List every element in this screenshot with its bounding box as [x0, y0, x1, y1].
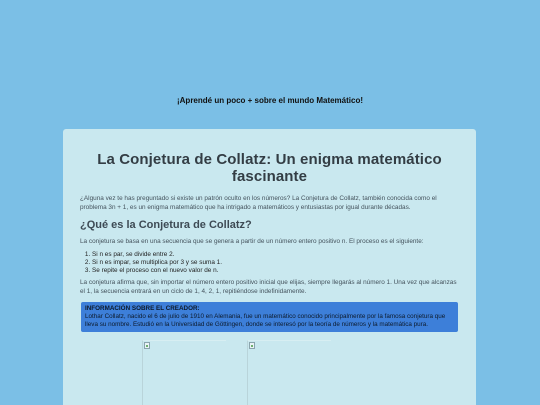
claim-paragraph: La conjetura afirma que, sin importar el número entero positivo inicial que elijas, siempre llegarás al número 1. Una vez que alcanzas el 1, la secuencia entrará en un ciclo de 1, 4, 2, 1, repitiéndose indefinidamente. — [80, 279, 457, 295]
steps-list — [80, 251, 459, 276]
list-item: 3. Se repite el proceso con el nuevo valor de n. — [92, 267, 459, 275]
info-text: Lothar Collatz, nacido el 6 de julio de 1910 en Alemania, fue un matemático conocido principalmente por la famosa conjetura que lleva su nombre. Estudió en la Universidad de Göttingen, donde se interesó por la teoría de números y la matemática pura. — [85, 312, 446, 329]
section-paragraph: La conjetura se basa en una secuencia que se genera a partir de un número entero positivo n. El proceso es el siguiente: — [80, 238, 424, 246]
list-item: 1. Si n es par, se divide entre 2. — [92, 251, 459, 259]
broken-image-icon — [144, 342, 150, 349]
broken-image — [142, 340, 226, 405]
list-item: 2. Si n es impar, se multiplica por 3 y se suma 1. — [92, 259, 459, 267]
creator-info-box — [81, 302, 458, 333]
info-heading: INFORMACIÓN SOBRE EL CREADOR: — [85, 304, 200, 312]
intro-paragraph: ¿Alguna vez te has preguntado si existe un patrón oculto en los números? La Conjetura de Collatz, también conocida como el problema 3n + 1, es un enigma matemático que ha intrigado a matemáticos y entusiastas por igual durante décadas. — [80, 195, 437, 211]
banner-text: ¡Aprendé un poco + sobre el mundo Matemático! — [176, 96, 364, 105]
image-row — [80, 340, 459, 400]
broken-image — [247, 340, 331, 405]
article-title: La Conjetura de Collatz: Un enigma matemático fascinante — [97, 151, 442, 185]
article-card — [63, 129, 476, 405]
section-heading: ¿Qué es la Conjetura de Collatz? — [80, 219, 252, 232]
broken-image-icon — [249, 342, 255, 349]
